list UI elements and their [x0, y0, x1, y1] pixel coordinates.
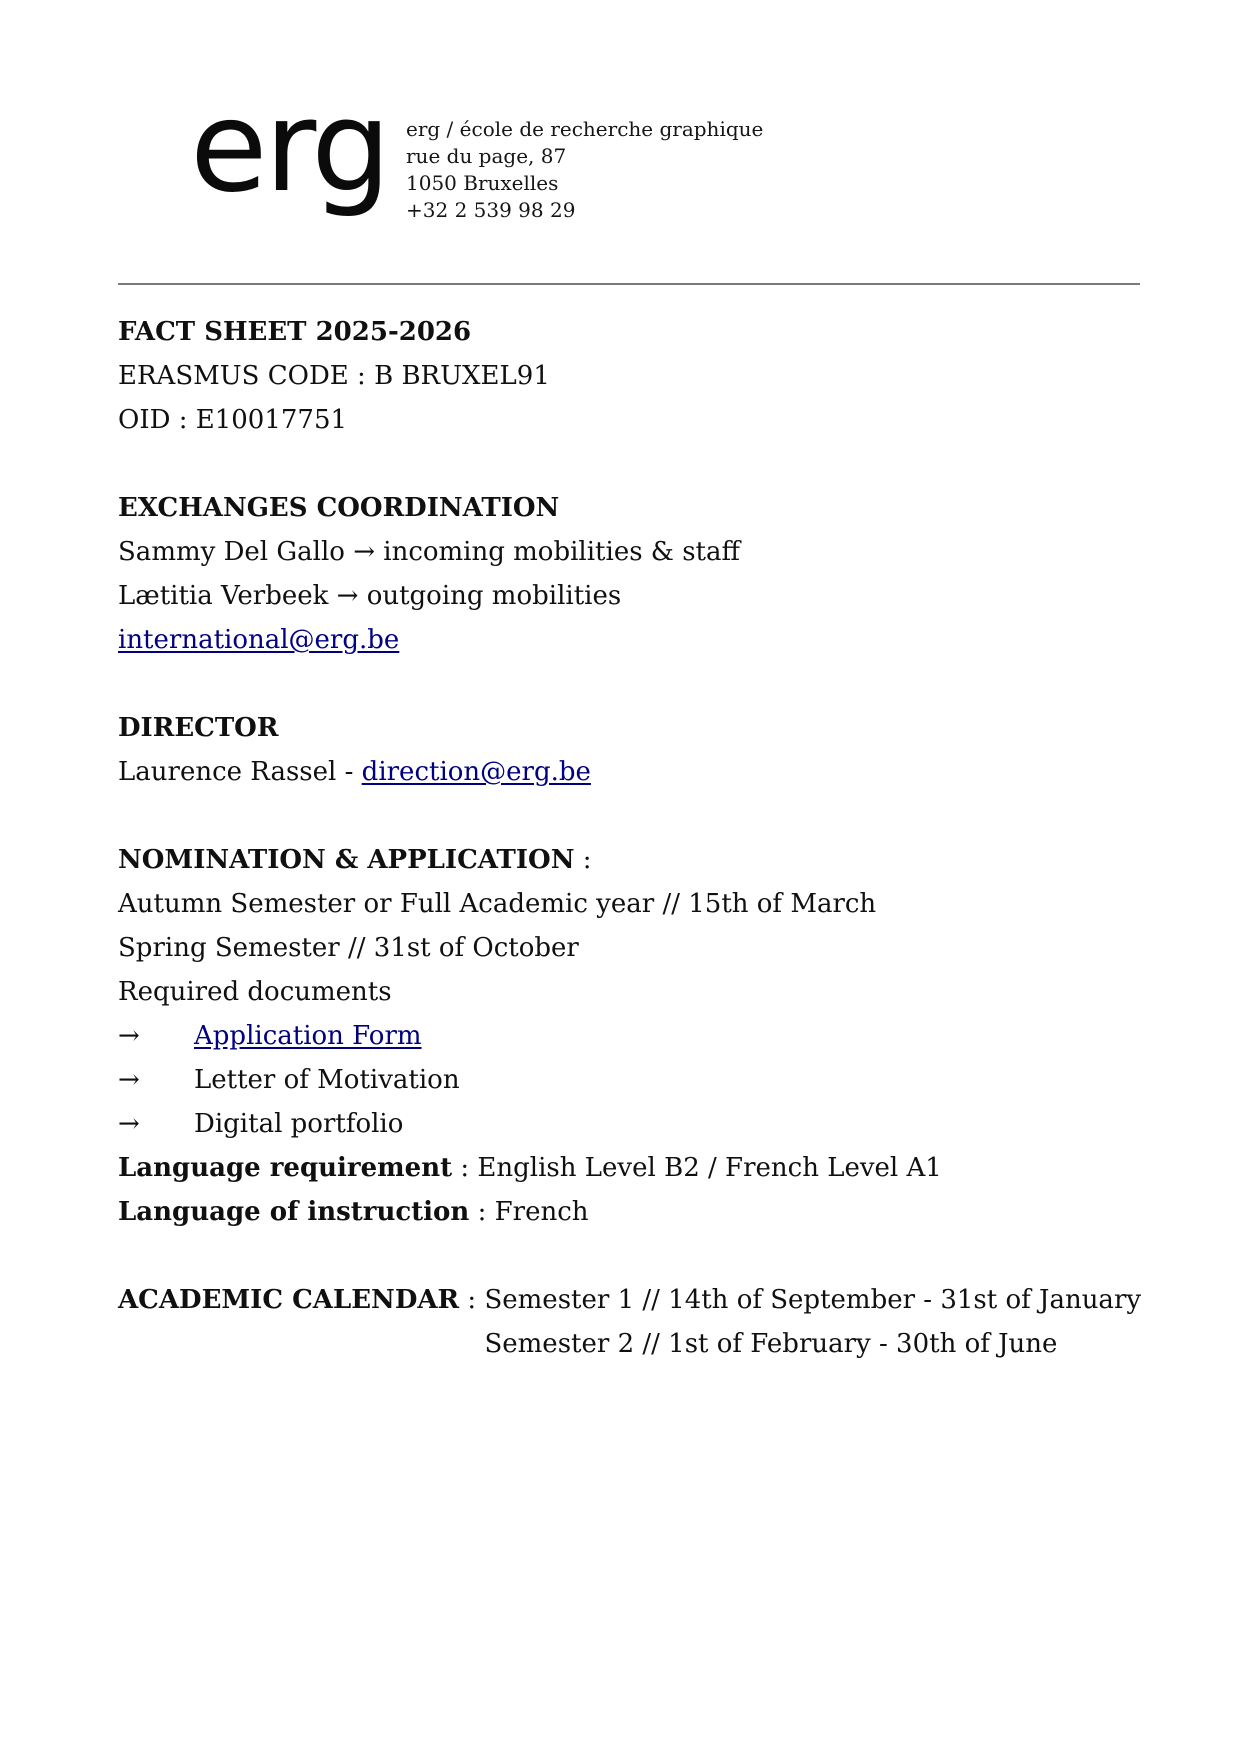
director-line: [118, 750, 1158, 794]
fact-sheet-title: FACT SHEET 2025-2026: [118, 317, 472, 347]
director-heading: DIRECTOR: [118, 713, 279, 743]
required-doc-item-application-form: [118, 1014, 1158, 1058]
exchanges-email-line: [118, 618, 1158, 662]
required-documents-line: Required documents: [118, 977, 392, 1007]
address-line-phone: +32 2 539 98 29: [406, 198, 576, 222]
motivation-letter-label: Letter of Motivation: [194, 1065, 460, 1095]
autumn-deadline-line: Autumn Semester or Full Academic year // 15th of March: [118, 889, 877, 919]
language-requirement-line: [118, 1146, 1158, 1190]
academic-calendar-row: [118, 1278, 1158, 1366]
direction-email-link[interactable]: direction@erg.be: [361, 757, 591, 787]
arrow-icon: →: [118, 1109, 140, 1139]
application-form-link[interactable]: Application Form: [194, 1021, 422, 1051]
section-gap: [118, 442, 1158, 486]
address-line-street: rue du page, 87: [406, 144, 567, 168]
exchanges-outgoing-line: Lætitia Verbeek → outgoing mobilities: [118, 581, 622, 611]
required-doc-item-motivation-letter: [118, 1058, 1158, 1102]
academic-calendar-heading: ACADEMIC CALENDAR: [118, 1285, 460, 1315]
nomination-heading: NOMINATION & APPLICATION: [118, 845, 575, 875]
exchanges-heading: EXCHANGES COORDINATION: [118, 493, 560, 523]
section-gap: [118, 1234, 1158, 1278]
document-body: [118, 310, 1158, 1366]
language-instruction-line: [118, 1190, 1158, 1234]
language-requirement-value: : English Level B2 / French Level A1: [452, 1153, 942, 1183]
address-line-city: 1050 Bruxelles: [406, 171, 559, 195]
section-gap: [118, 794, 1158, 838]
language-requirement-label: Language requirement: [118, 1153, 453, 1183]
academic-calendar-colon: :: [459, 1285, 485, 1315]
oid-line: OID : E10017751: [118, 405, 348, 435]
nomination-heading-colon: :: [574, 845, 592, 875]
spring-deadline-line: Spring Semester // 31st of October: [118, 933, 579, 963]
section-gap: [118, 662, 1158, 706]
erg-logo: erg: [190, 73, 389, 220]
semester2-dates: Semester 2 // 1st of February - 30th of June: [484, 1329, 1058, 1359]
digital-portfolio-label: Digital portfolio: [194, 1109, 404, 1139]
director-name: Laurence Rassel -: [118, 757, 362, 787]
academic-calendar-dates: [484, 1278, 1141, 1366]
exchanges-incoming-line: Sammy Del Gallo → incoming mobilities & staff: [118, 537, 740, 567]
arrow-icon: →: [118, 1021, 140, 1051]
nomination-heading-line: [118, 838, 1158, 882]
school-address-block: [406, 116, 763, 224]
language-instruction-label: Language of instruction: [118, 1197, 470, 1227]
address-line-school: erg / école de recherche graphique: [406, 117, 764, 141]
semester1-dates: Semester 1 // 14th of September - 31st of January: [484, 1285, 1142, 1315]
required-doc-item-digital-portfolio: [118, 1102, 1158, 1146]
language-instruction-value: : French: [469, 1197, 589, 1227]
erasmus-code-line: ERASMUS CODE : B BRUXEL91: [118, 361, 550, 391]
header-divider: [118, 283, 1140, 285]
international-email-link[interactable]: international@erg.be: [118, 625, 400, 655]
arrow-icon: →: [118, 1065, 140, 1095]
